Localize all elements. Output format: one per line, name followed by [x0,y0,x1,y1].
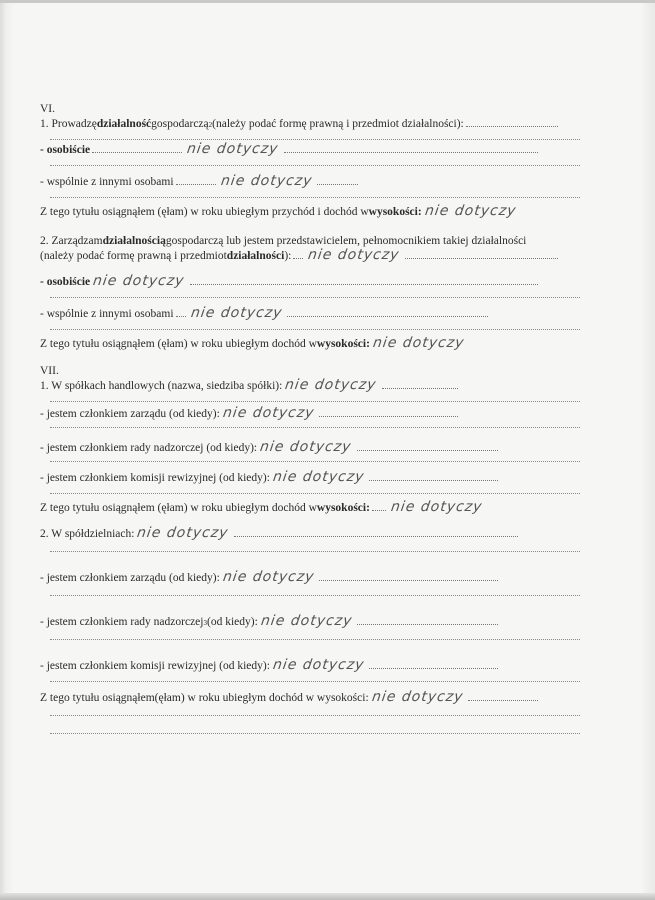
dotted-line [50,680,580,682]
handwritten-entry: nie dotyczy [423,203,518,219]
handwritten-entry: nie dotyczy [307,247,401,263]
scan-edge-bottom [0,893,655,900]
scan-edge-top [0,0,655,3]
dotted-line [50,164,580,166]
handwritten-entry: nie dotyczy [259,613,354,629]
vi-item2: 2. Zarządzam działalnością gospodarczą lub jestem przedstawicielem, pełnomocnikiem takiej działalności [40,235,527,247]
vi-osobiscie-line: - osobiście nie dotyczy [40,142,540,157]
section-vi-heading: VI. [40,103,56,115]
vii-rada-line: - jestem członkiem rady nadzorczej (od kiedy): nie dotyczy [40,440,500,455]
dotted-line [50,138,580,140]
vi-item1: 1. Prowadzę działalność gospodarczą 2 (należy podać formę prawną i przedmiot działalności): [40,116,560,132]
vii-item1: 1. W spółkach handlowych (nazwa, siedziba spółki): nie dotyczy [40,378,460,393]
vi-wspolnie-line: - wspólnie z innymi osobami nie dotyczy [40,174,360,189]
dotted-line [50,400,580,402]
handwritten-entry: nie dotyczy [221,405,316,421]
vi-income1-line: Z tego tytułu osiągnąłem (ęłam) w roku ubiegłym przychód i dochód w wysokości: nie dotyczy [40,203,518,219]
vii-zarzad2-line: - jestem członkiem zarządu (od kiedy): nie dotyczy [40,570,500,585]
handwritten-entry: nie dotyczy [219,173,314,189]
dotted-line [50,492,580,494]
dotted-line [50,296,580,298]
vi-wspolnie2-line: - wspólnie z innymi osobami nie dotyczy [40,306,490,321]
vii-income1-line: Z tego tytułu osiągnąłem (ęłam) w roku ubiegłym dochód w wysokości: nie dotyczy [40,499,484,515]
dotted-line [50,550,580,552]
handwritten-entry: nie dotyczy [92,273,186,289]
handwritten-entry: nie dotyczy [389,499,484,515]
section-vii-heading: VII. [40,365,59,377]
handwritten-entry: nie dotyczy [259,439,353,455]
vii-income2-line: Z tego tytułu osiągnąłem(ęłam) w roku ubiegłym dochód w wysokości: nie dotyczy [40,690,540,705]
vi-osobiscie2-line: - osobiście nie dotyczy [40,274,540,289]
vi-item2-line2: (należy podać formę prawną i przedmiot działalności ): nie dotyczy [40,248,560,263]
vi-income2-line: Z tego tytułu osiągnąłem (ęłam) w roku ubiegłym dochód w wysokości: nie dotyczy [40,335,466,351]
dotted-line [50,732,580,734]
handwritten-entry: nie dotyczy [186,141,280,157]
dotted-line [50,426,580,428]
handwritten-entry: nie dotyczy [271,469,366,485]
vii-item2: 2. W spółdzielniach: nie dotyczy [40,526,520,541]
dotted-line [50,714,580,716]
dotted-line [50,594,580,596]
vii-rada2-line: - jestem członkiem rady nadzorczej 3 (od kiedy): nie dotyczy [40,614,500,630]
vii-zarzad-line: - jestem członkiem zarządu (od kiedy): nie dotyczy [40,406,460,421]
dotted-line [50,328,580,330]
handwritten-entry: nie dotyczy [136,525,230,541]
vii-komisja-line: - jestem członkiem komisji rewizyjnej (od kiedy): nie dotyczy [40,470,500,485]
handwritten-entry: nie dotyczy [284,377,378,393]
dotted-line [50,460,580,462]
handwritten-entry: nie dotyczy [371,335,466,351]
handwritten-entry: nie dotyczy [271,657,366,673]
dotted-line [50,638,580,640]
handwritten-entry: nie dotyczy [221,569,316,585]
vii-komisja2-line: - jestem członkiem komisji rewizyjnej (od kiedy): nie dotyczy [40,658,500,673]
handwritten-entry: nie dotyczy [189,305,284,321]
dotted-line [50,196,580,198]
handwritten-entry: nie dotyczy [370,689,465,705]
